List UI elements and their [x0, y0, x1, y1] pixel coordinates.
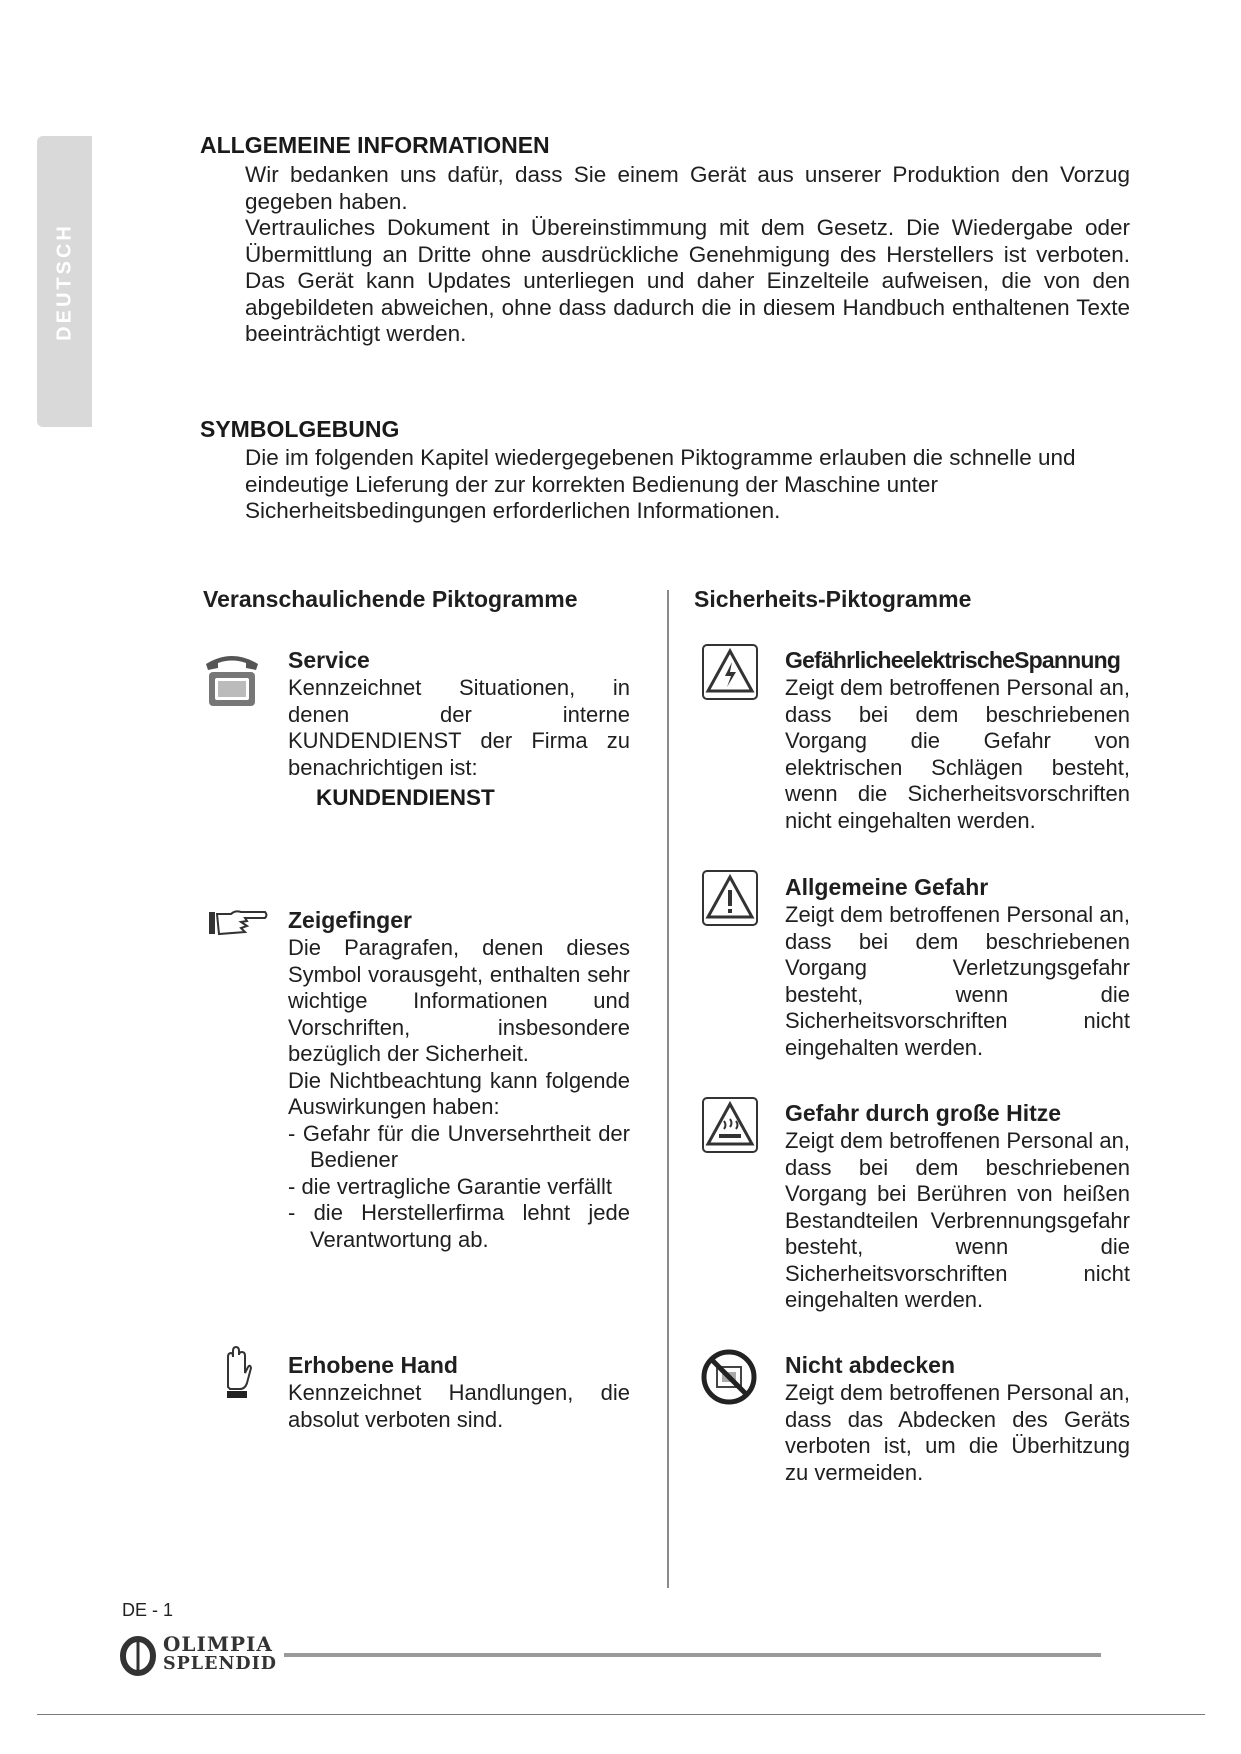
service-item: [288, 645, 630, 811]
service-title: Service: [288, 647, 370, 673]
pointer-desc-2: Die Nichtbeachtung kann folgende Auswirkungen haben:: [288, 1067, 630, 1119]
list-item: - die Herstellerfirma lehnt jede Verantwortung ab.: [288, 1200, 630, 1252]
electric-hazard-icon: [702, 644, 758, 700]
general-danger-title: Allgemeine Gefahr: [785, 874, 989, 900]
language-side-tab: [37, 136, 92, 427]
service-description: Kennzeichnet Situationen, in denen der interne KUNDENDIENST der Firma zu benachrichtigen ist:: [288, 675, 630, 780]
list-item: - die vertragliche Garantie verfällt: [288, 1173, 613, 1199]
pointer-description: [288, 935, 630, 1253]
right-column-heading: Sicherheits-Piktogramme: [694, 586, 972, 612]
symbols-text: Die im folgenden Kapitel wiedergegebenen Piktogramme erlauben die schnelle und eindeutige Lieferung der zur korrekten Bedienung der Maschine unter Sicherheitsbedingungen erforderlichen Informationen.: [245, 445, 1076, 523]
symbols-title: SYMBOLGEBUNG: [200, 416, 400, 442]
electric-item: [785, 645, 1130, 834]
consequence-list: [288, 1121, 630, 1254]
no-cover-title: Nicht abdecken: [785, 1352, 955, 1378]
general-info-text: [245, 162, 1130, 348]
language-tab-label: DEUTSCH: [53, 222, 75, 341]
no-cover-description: Zeigt dem betroffenen Personal an, dass das Abdecken des Geräts verboten ist, um die Überhitzung zu vermeiden.: [785, 1380, 1130, 1485]
left-column-heading: Veranschaulichende Piktogramme: [203, 586, 578, 612]
hot-surface-icon: [702, 1097, 758, 1153]
general-info-paragraph-2: Vertrauliches Dokument in Übereinstimmung mit dem Gesetz. Die Wiedergabe oder Übermittlung an Dritte ohne ausdrückliche Genehmigung des Herstellers ist verboten. Das Gerät kann Updates unterliegen und daher Einzelteile aufweisen, die von den abgebildeten abweichen, ohne dass dadurch die in diesem Handbuch enthaltenen Texte beeinträchtigt werden.: [245, 215, 1130, 346]
list-item: - Gefahr für die Unversehrtheit der Bediener: [288, 1120, 630, 1172]
no-cover-item: [785, 1350, 1130, 1486]
general-danger-description: Zeigt dem betroffenen Personal an, dass bei dem beschriebenen Vorgang Verletzungsgefahr besteht, wenn die Sicherheitsvorschriften nicht eingehalten werden.: [785, 902, 1130, 1060]
pointer-item: [288, 905, 630, 1253]
brand-logo-text: [163, 1634, 277, 1674]
footer-rule: [284, 1653, 1101, 1657]
warning-exclamation-icon: [702, 870, 758, 926]
brand-name-line-1: OLIMPIA: [163, 1632, 273, 1656]
pointer-desc-1: Die Paragrafen, denen dieses Symbol vorausgeht, enthalten sehr wichtige Informationen und Vorschriften, insbesondere bezüglich der Sicherheit.: [288, 935, 630, 1066]
raised-hand-item: [288, 1350, 630, 1433]
electric-description: Zeigt dem betroffenen Personal an, dass bei dem beschriebenen Vorgang die Gefahr von elektrischen Schlägen besteht, wenn die Sicherheitsvorschriften nicht eingehalten werden.: [785, 675, 1130, 833]
pointer-title: Zeigefinger: [288, 907, 412, 933]
raised-hand-description: Kennzeichnet Handlungen, die absolut verboten sind.: [288, 1380, 630, 1432]
telephone-icon: [202, 650, 262, 708]
general-danger-item: [785, 872, 1130, 1061]
raised-hand-icon: [220, 1343, 252, 1403]
service-highlight: KUNDENDIENST: [316, 785, 495, 810]
do-not-cover-icon: [701, 1349, 757, 1405]
brand-name-line-2: SPLENDID: [163, 1654, 277, 1674]
page-number: DE - 1: [122, 1600, 174, 1620]
page-bottom-rule: [37, 1714, 1205, 1715]
pointing-finger-icon: [207, 908, 269, 938]
olimpia-logo-icon: [120, 1636, 160, 1678]
heat-item: [785, 1098, 1130, 1314]
column-divider: [667, 590, 669, 1588]
electric-title: GefährlicheelektrischeSpannung: [785, 647, 1121, 673]
general-info-title: ALLGEMEINE INFORMATIONEN: [200, 132, 550, 158]
heat-description: Zeigt dem betroffenen Personal an, dass bei dem beschriebenen Vorgang bei Berühren von heißen Bestandteilen Verbrennungsgefahr besteht, wenn die Sicherheitsvorschriften nicht eingehalten werden.: [785, 1128, 1130, 1312]
general-info-paragraph-1: Wir bedanken uns dafür, dass Sie einem Gerät aus unserer Produktion den Vorzug gegeben haben.: [245, 162, 1130, 214]
heat-title: Gefahr durch große Hitze: [785, 1100, 1062, 1126]
raised-hand-title: Erhobene Hand: [288, 1352, 458, 1378]
